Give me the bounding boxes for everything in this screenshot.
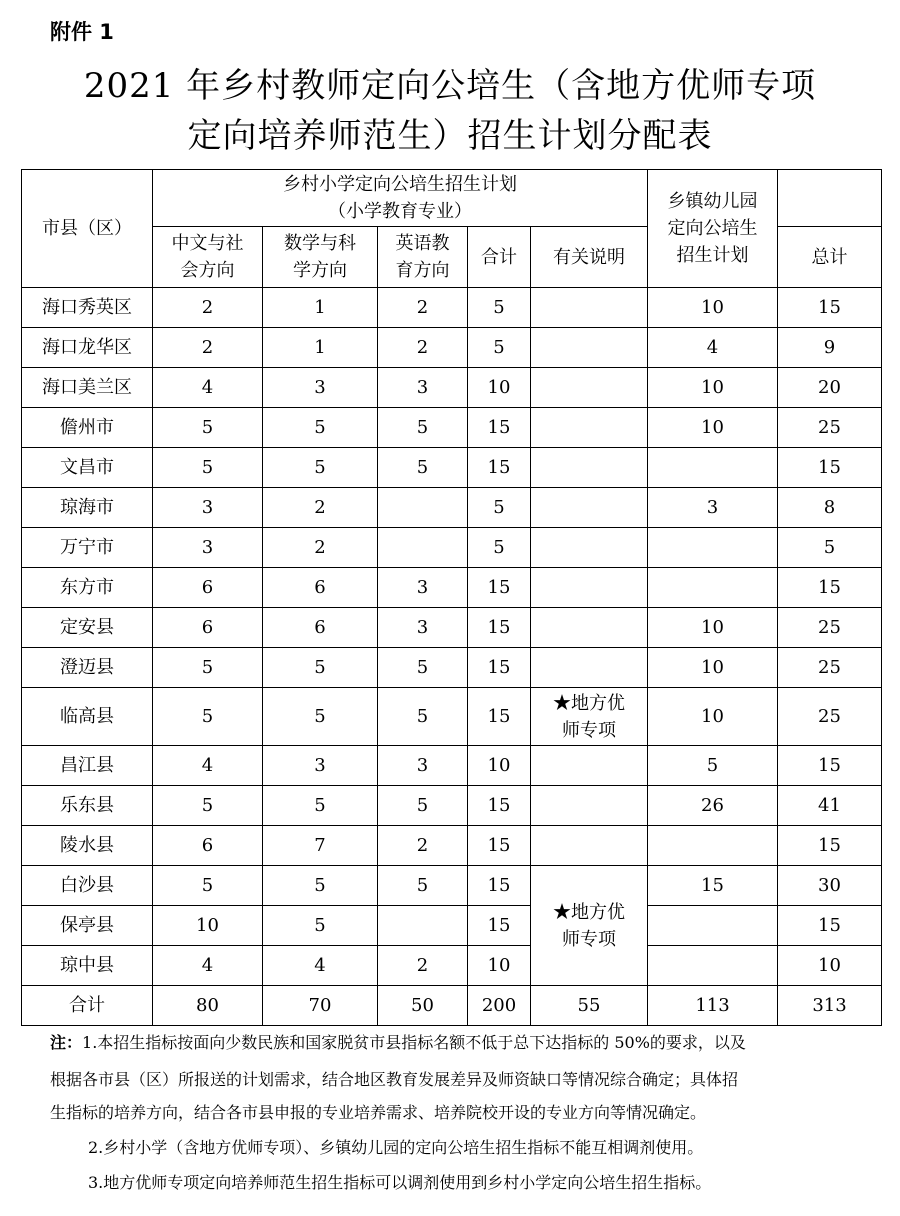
total-cell: 30: [778, 866, 882, 906]
table-row: [22, 946, 882, 986]
header-grand-total: 总计: [778, 227, 882, 288]
table-row: [22, 328, 882, 368]
subtotal-cell: 15: [468, 688, 531, 746]
subtotal-cell: 5: [468, 288, 531, 328]
kindergarten-cell: [648, 906, 778, 946]
chinese-cell: 6: [153, 826, 263, 866]
total-cell: 20: [778, 368, 882, 408]
header-chinese: [153, 227, 263, 288]
english-cell: [378, 906, 468, 946]
kindergarten-cell: 4: [648, 328, 778, 368]
table-row: [22, 746, 882, 786]
total-cell: 25: [778, 608, 882, 648]
chinese-cell: 5: [153, 786, 263, 826]
total-cell: 25: [778, 648, 882, 688]
english-cell: 2: [378, 826, 468, 866]
math-cell: 6: [263, 568, 378, 608]
kindergarten-cell: 15: [648, 866, 778, 906]
header-kindergarten: [648, 170, 778, 288]
table-row: [22, 528, 882, 568]
attachment-label: 附件 1: [50, 20, 114, 44]
math-cell: 5: [263, 906, 378, 946]
kindergarten-cell: 5: [648, 746, 778, 786]
remark-cell: [531, 866, 648, 986]
kindergarten-cell: 10: [648, 648, 778, 688]
math-cell: 5: [263, 688, 378, 746]
header-remark: 有关说明: [531, 227, 648, 288]
remark-group-line1: ★地方优: [553, 901, 625, 923]
header-chinese-line1: 中文与社: [171, 233, 244, 254]
remark-cell: [531, 688, 648, 746]
totals-english: 50: [378, 986, 468, 1026]
header-kindergarten-line2: 定向公培生: [667, 218, 758, 239]
header-primary-group-line1: 乡村小学定向公培生招生计划: [283, 174, 517, 195]
header-english: [378, 227, 468, 288]
totals-chinese: 80: [153, 986, 263, 1026]
kindergarten-cell: 26: [648, 786, 778, 826]
english-cell: 3: [378, 368, 468, 408]
city-cell: 澄迈县: [22, 648, 153, 688]
subtotal-cell: 15: [468, 826, 531, 866]
remark-group-line2: 师专项: [562, 928, 616, 950]
totals-kindergarten: 113: [648, 986, 778, 1026]
english-cell: 5: [378, 786, 468, 826]
subtotal-cell: 15: [468, 408, 531, 448]
chinese-cell: 5: [153, 448, 263, 488]
total-cell: 15: [778, 746, 882, 786]
kindergarten-cell: 10: [648, 688, 778, 746]
english-cell: 2: [378, 328, 468, 368]
math-cell: 1: [263, 328, 378, 368]
total-cell: 15: [778, 568, 882, 608]
english-cell: 5: [378, 448, 468, 488]
subtotal-cell: 5: [468, 328, 531, 368]
totals-subtotal: 200: [468, 986, 531, 1026]
city-cell: 海口秀英区: [22, 288, 153, 328]
chinese-cell: 4: [153, 368, 263, 408]
totals-remark: 55: [531, 986, 648, 1026]
table-row: [22, 288, 882, 328]
subtotal-cell: 15: [468, 866, 531, 906]
chinese-cell: 5: [153, 648, 263, 688]
table-row: [22, 448, 882, 488]
math-cell: 2: [263, 528, 378, 568]
totals-grand-total: 313: [778, 986, 882, 1026]
english-cell: 3: [378, 746, 468, 786]
table-row: [22, 608, 882, 648]
table-row: [22, 408, 882, 448]
document-title-line1: 2021 年乡村教师定向公培生（含地方优师专项: [83, 66, 817, 106]
kindergarten-cell: 10: [648, 368, 778, 408]
english-cell: [378, 528, 468, 568]
total-cell: 25: [778, 688, 882, 746]
city-cell: 保亭县: [22, 906, 153, 946]
header-chinese-line2: 会方向: [180, 260, 235, 281]
city-cell: 东方市: [22, 568, 153, 608]
city-cell: 海口美兰区: [22, 368, 153, 408]
header-subtotal: 合计: [468, 227, 531, 288]
chinese-cell: 5: [153, 866, 263, 906]
math-cell: 5: [263, 408, 378, 448]
city-cell: 临高县: [22, 688, 153, 746]
city-cell: 定安县: [22, 608, 153, 648]
total-cell: 41: [778, 786, 882, 826]
city-cell: 文昌市: [22, 448, 153, 488]
header-math: [263, 227, 378, 288]
total-cell: 15: [778, 906, 882, 946]
remark-cell: [531, 288, 648, 328]
note-1-line1-text: 1.本招生指标按面向少数民族和国家脱贫市县指标名额不低于总下达指标的 50%的要求，以及: [82, 1033, 746, 1052]
remark-cell: [531, 648, 648, 688]
note-prefix: 注：: [50, 1033, 83, 1052]
math-cell: 5: [263, 866, 378, 906]
city-cell: 陵水县: [22, 826, 153, 866]
city-cell: 白沙县: [22, 866, 153, 906]
allocation-table: [21, 169, 882, 1026]
header-grand-total-blank: [778, 170, 882, 227]
totals-row: [22, 986, 882, 1026]
city-cell: 琼中县: [22, 946, 153, 986]
city-cell: 昌江县: [22, 746, 153, 786]
kindergarten-cell: 10: [648, 408, 778, 448]
remark-cell: [531, 608, 648, 648]
remark-lingao-line2: 师专项: [562, 719, 616, 741]
math-cell: 3: [263, 746, 378, 786]
subtotal-cell: 15: [468, 608, 531, 648]
chinese-cell: 2: [153, 328, 263, 368]
note-1-line1: [50, 1028, 860, 1058]
math-cell: 5: [263, 786, 378, 826]
subtotal-cell: 10: [468, 946, 531, 986]
subtotal-cell: 15: [468, 568, 531, 608]
header-city: 市县（区）: [22, 170, 153, 288]
english-cell: 2: [378, 288, 468, 328]
subtotal-cell: 15: [468, 648, 531, 688]
english-cell: 5: [378, 408, 468, 448]
city-cell: 琼海市: [22, 488, 153, 528]
kindergarten-cell: 10: [648, 288, 778, 328]
table-row: [22, 568, 882, 608]
table-row: [22, 368, 882, 408]
chinese-cell: 6: [153, 568, 263, 608]
header-primary-group: [153, 170, 648, 227]
subtotal-cell: 15: [468, 786, 531, 826]
table-row: [22, 906, 882, 946]
note-1-line3: 生指标的培养方向，结合各市县申报的专业培养需求、培养院校开设的专业方向等情况确定。: [50, 1103, 707, 1122]
chinese-cell: 5: [153, 688, 263, 746]
total-cell: 5: [778, 528, 882, 568]
note-1-line2: 根据各市县（区）所报送的计划需求，结合地区教育发展差异及师资缺口等情况综合确定；具体招: [50, 1070, 739, 1089]
english-cell: [378, 488, 468, 528]
subtotal-cell: 5: [468, 488, 531, 528]
math-cell: 2: [263, 488, 378, 528]
table-row: [22, 488, 882, 528]
chinese-cell: 2: [153, 288, 263, 328]
math-cell: 7: [263, 826, 378, 866]
math-cell: 5: [263, 448, 378, 488]
total-cell: 25: [778, 408, 882, 448]
table-row: [22, 826, 882, 866]
kindergarten-cell: [648, 826, 778, 866]
english-cell: 3: [378, 568, 468, 608]
header-math-line1: 数学与科: [284, 233, 356, 254]
remark-cell: [531, 786, 648, 826]
remark-cell: [531, 528, 648, 568]
math-cell: 3: [263, 368, 378, 408]
math-cell: 6: [263, 608, 378, 648]
header-english-line1: 英语教: [395, 233, 450, 254]
remark-cell: [531, 826, 648, 866]
totals-label: 合计: [22, 986, 153, 1026]
table-row: [22, 688, 882, 746]
english-cell: 5: [378, 648, 468, 688]
subtotal-cell: 10: [468, 368, 531, 408]
english-cell: 5: [378, 866, 468, 906]
note-2: 2.乡村小学（含地方优师专项）、乡镇幼儿园的定向公培生招生指标不能互相调剂使用。: [88, 1138, 704, 1157]
subtotal-cell: 15: [468, 448, 531, 488]
subtotal-cell: 10: [468, 746, 531, 786]
kindergarten-cell: 3: [648, 488, 778, 528]
header-english-line2: 育方向: [395, 260, 450, 281]
remark-cell: [531, 568, 648, 608]
chinese-cell: 3: [153, 488, 263, 528]
english-cell: 3: [378, 608, 468, 648]
chinese-cell: 4: [153, 746, 263, 786]
kindergarten-cell: [648, 568, 778, 608]
remark-cell: [531, 328, 648, 368]
remark-cell: [531, 368, 648, 408]
chinese-cell: 5: [153, 408, 263, 448]
header-primary-group-line2: （小学教育专业）: [328, 201, 472, 222]
kindergarten-cell: 10: [648, 608, 778, 648]
chinese-cell: 6: [153, 608, 263, 648]
total-cell: 9: [778, 328, 882, 368]
document-title-line2: 定向培养师范生）招生计划分配表: [187, 116, 713, 156]
header-kindergarten-line3: 招生计划: [676, 245, 749, 266]
remark-lingao-line1: ★地方优: [553, 692, 625, 714]
note-3: 3.地方优师专项定向培养师范生招生指标可以调剂使用到乡村小学定向公培生招生指标。: [88, 1173, 712, 1192]
remark-cell: [531, 408, 648, 448]
total-cell: 8: [778, 488, 882, 528]
header-math-line2: 学方向: [293, 260, 347, 281]
kindergarten-cell: [648, 946, 778, 986]
math-cell: 4: [263, 946, 378, 986]
chinese-cell: 10: [153, 906, 263, 946]
chinese-cell: 4: [153, 946, 263, 986]
total-cell: 10: [778, 946, 882, 986]
kindergarten-cell: [648, 528, 778, 568]
chinese-cell: 3: [153, 528, 263, 568]
city-cell: 海口龙华区: [22, 328, 153, 368]
table-row: [22, 786, 882, 826]
city-cell: 乐东县: [22, 786, 153, 826]
totals-math: 70: [263, 986, 378, 1026]
table-row: [22, 866, 882, 906]
total-cell: 15: [778, 448, 882, 488]
total-cell: 15: [778, 826, 882, 866]
english-cell: 5: [378, 688, 468, 746]
english-cell: 2: [378, 946, 468, 986]
remark-cell: [531, 746, 648, 786]
remark-cell: [531, 488, 648, 528]
math-cell: 5: [263, 648, 378, 688]
kindergarten-cell: [648, 448, 778, 488]
table-row: [22, 648, 882, 688]
math-cell: 1: [263, 288, 378, 328]
header-kindergarten-line1: 乡镇幼儿园: [667, 191, 758, 212]
remark-cell: [531, 448, 648, 488]
subtotal-cell: 15: [468, 906, 531, 946]
subtotal-cell: 5: [468, 528, 531, 568]
total-cell: 15: [778, 288, 882, 328]
city-cell: 万宁市: [22, 528, 153, 568]
city-cell: 儋州市: [22, 408, 153, 448]
